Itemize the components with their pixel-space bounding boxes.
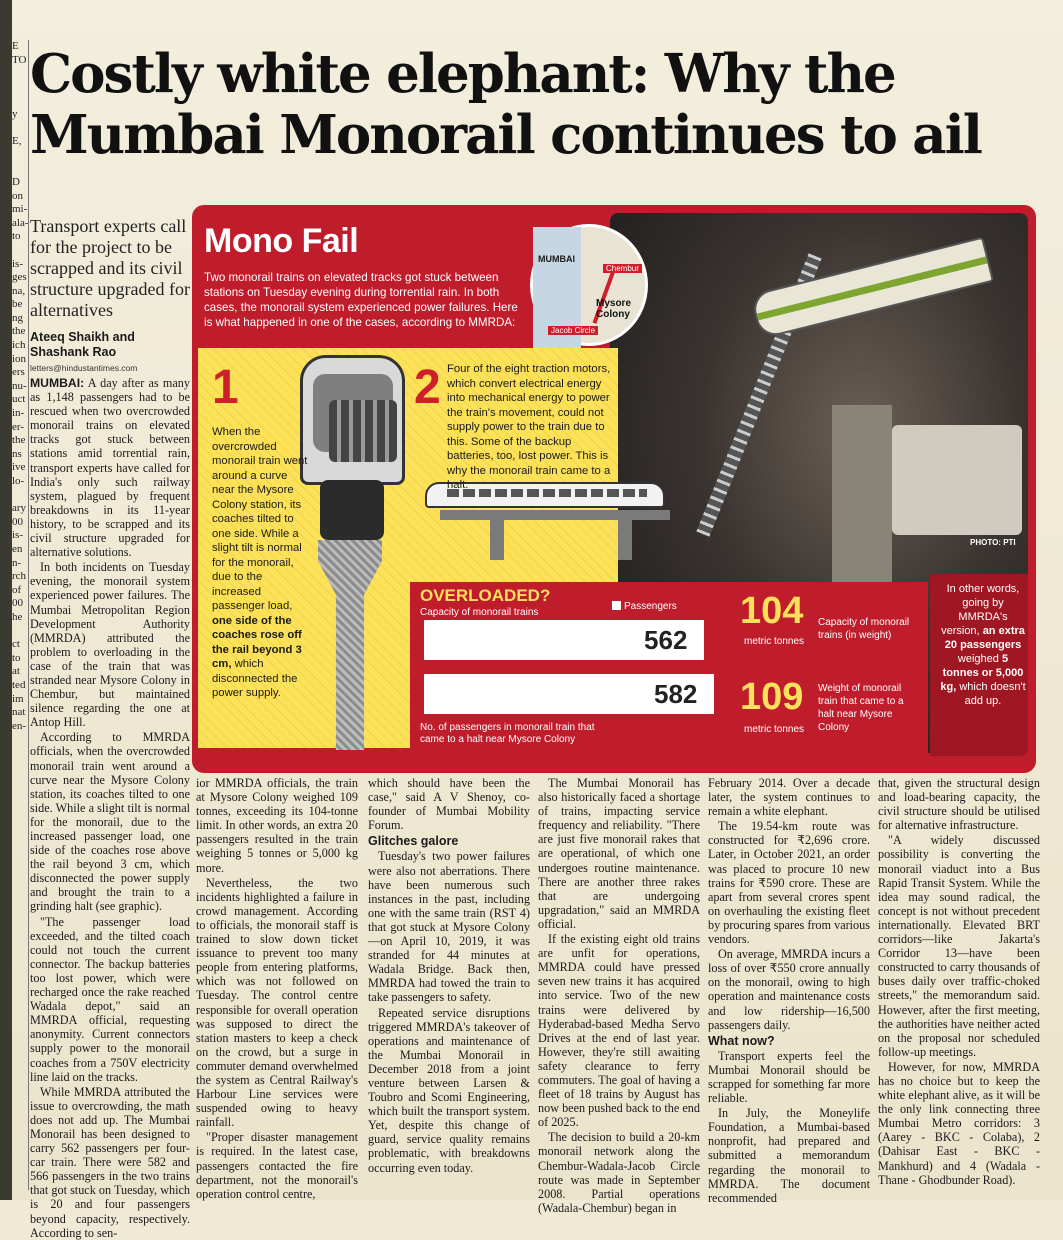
prev-column-fragment: ion <box>12 352 27 365</box>
prev-column-fragment: im <box>12 692 24 705</box>
weight-capacity-label: Capacity of monorail trains (in weight) <box>818 617 910 641</box>
graphic-intro: Two monorail trains on elevated tracks got stuck between stations on Tuesday evening during torrential rain. In both cases, the monorail system experienced power failures. Here is what happened in one of the cases, according to MMRDA: <box>204 271 518 329</box>
prev-column-fragment: en <box>12 542 23 555</box>
map-label-jacob-circle: Jacob Circle <box>548 326 598 335</box>
weight-actual-unit: metric tonnes <box>744 724 805 735</box>
chart-note: No. of passengers in monorail train that came to a halt near Mysore Colony <box>420 722 595 745</box>
prev-column-fragment: D <box>12 175 20 188</box>
map-label-mysore-colony: Mysore Colony <box>596 298 632 320</box>
chart-bar-value: 562 <box>644 625 688 655</box>
prev-column-fragment <box>12 122 28 136</box>
prev-column-fragment: nu- <box>12 379 27 392</box>
chart-legend <box>612 601 677 612</box>
article-paragraph: Nevertheless, the two incidents highlighted a failure in crowd management. According to officials, the monorail staff is trained to slow down ticket issuance to prevent too many people from entering platforms, which was not followed on Tuesday. The control centre responsible for overall operation was supposed to direct the station masters to keep a check on the crowd, but a surge in commuter demand overwhelmed the system as Central Railway's Harbour Line services were suspended owing to heavy rainfall. <box>196 875 358 1130</box>
prev-column-fragment: to <box>12 651 21 664</box>
chart-bar-value: 582 <box>654 679 698 709</box>
prev-column-fragment: 00 <box>12 515 23 528</box>
prev-column-fragment: at <box>12 665 20 678</box>
chart-title: OVERLOADED? <box>420 586 551 605</box>
prev-column-fragment <box>12 625 28 639</box>
previous-article-column <box>12 40 28 1200</box>
prev-column-fragment: en- <box>12 719 27 732</box>
article-paragraph: In both incidents on Tuesday evening, the monorail system experienced power failures. The Mumbai Metropolitan Region Development Authority (MMRDA) attributed the problem to overloading in the case of the train that was stranded near Mysore Colony in Chembur, but maintained silence regarding the one at Antop Hill. <box>30 560 190 730</box>
prev-column-fragment: E, <box>12 135 22 148</box>
article-paragraph: February 2014. Over a decade later, the system continues to remain a white elephant. <box>708 776 870 819</box>
article-paragraph: However, for now, MMRDA has no choice but to keep the white elephant alive, as it will be the only link connecting three Mumbai Metro corridors: 3 (Aarey - BKC - Colaba), 2 (Dahisar East - BKC - Mankhurd) and 4 (Wadala - Thane - Ghodbunder Road). <box>878 1059 1040 1187</box>
prev-column-fragment: E <box>12 40 19 52</box>
step-1-text: When the overcrowded monorail train went around a curve near the Mysore Colony station, its coaches tilted to one side. While a slight tilt is normal for the monorail, due to the increased passenger load, one side of the coaches rose off the rail beyond 3 cm, which disconnected the power supply. <box>212 426 308 699</box>
article-paragraph: which should have been the case," said A V Shenoy, co-founder of Mumbai Mobility Forum. <box>368 776 530 833</box>
weight-capacity-unit: metric tonnes <box>744 636 805 647</box>
prev-column-fragment: ng <box>12 311 23 324</box>
prev-column-fragment: he <box>12 610 23 623</box>
article-paragraph: ior MMRDA officials, the train at Mysore Colony weighed 109 tonnes, exceeding its 104-tonne limit. In other words, an extra 20 passengers resulted in the train weighing 5 tonnes or 5,000 kg more. <box>196 776 358 875</box>
article-column-1 <box>30 376 190 1240</box>
prev-column-fragment: to <box>12 230 21 243</box>
prev-column-fragment: be <box>12 298 23 311</box>
prev-column-fragment <box>12 149 28 163</box>
callout-text: In other words, going by MMRDA's version, an extra 20 passengers weighed 5 tonnes or 5,000 kg, which doesn't add up. <box>940 583 1026 707</box>
fire-truck <box>892 425 1022 535</box>
article-column-3 <box>368 776 530 1196</box>
article-paragraph: While MMRDA attributed the issue to overcrowding, the math does not add up. The Mumbai Monorail has been designed to carry 562 passengers per four-car train. There were 582 and 566 passengers in the two trains that got stuck on Tuesday, which is 20 and four passengers beyond capacity, respectively. According to sen- <box>30 1084 190 1240</box>
prev-column-fragment: ges <box>12 271 27 284</box>
prev-column-fragment <box>12 162 28 176</box>
article-column-5 <box>708 776 870 1205</box>
article-paragraph: On average, MMRDA incurs a loss of over ₹550 crore annually on the monorail, owing to high operation and maintenance costs and low ridership—16,500 passengers daily. <box>708 947 870 1032</box>
step-2-text: Four of the eight traction motors, which convert electrical energy into mechanical energy to power the train's movement, could not supply power to the train due to this. Some of the backup batteries, too, lost power. This is why the monorail train came to a halt. <box>447 363 611 491</box>
article-paragraph: Tuesday's two power failures were also not aberrations. There have been numerous such instances in the past, including one with the same train (RST 4) that got stuck at Mysore Colony—on April 10, 2019, it was stranded for 44 minutes at Wadala Bridge. Back then, MMRDA had towed the train to take passengers to safety. <box>368 849 530 1005</box>
article-paragraph: "A widely discussed possibility is converting the monorail viaduct into a Bus Rapid Transit System. While the idea may sound radical, the concept is not without precedent internationally. Elevated BRT corridors—like Jakarta's Corridor 13—have been constructed to carry thousands of buses daily over traffic-choked streets," the memorandum said. However, after the first meeting, the authorities have neither acted on the proposal nor scheduled follow-up meetings. <box>878 833 1040 1059</box>
article-paragraph: that, given the structural design and load-bearing capacity, the civil structure should be utilised for alternative infrastructure. <box>878 776 1040 833</box>
prev-column-fragment: rch <box>12 570 27 583</box>
prev-column-fragment: ich <box>12 339 26 352</box>
deck: Transport experts call for the project to be scrapped and its civil structure upgraded for alternatives <box>30 216 190 320</box>
prev-column-fragment: ns <box>12 447 22 460</box>
legend-swatch <box>612 601 621 610</box>
prev-column-fragment: ted <box>12 678 26 691</box>
article-paragraph: The Mumbai Monorail has also historically faced a shortage of trains, impacting service frequency and reliability. "There are just five monorail rakes that are operational, of which one undergoes routine maintenance. There are another three rakes that are undergoing upgradation," said an MMRDA official. <box>538 776 700 931</box>
prev-column-fragment: ary <box>12 502 27 515</box>
article-column-4 <box>538 776 700 1215</box>
byline: Ateeq Shaikh and Shashank Rao <box>30 330 135 359</box>
prev-column-fragment: ive <box>12 461 26 474</box>
prev-column-fragment: mi- <box>12 203 28 216</box>
weight-actual-label: Weight of monorail train that came to a halt near Mysore Colony <box>818 683 904 733</box>
prev-column-fragment: the <box>12 325 26 338</box>
prev-column-fragment: is- <box>12 529 23 542</box>
prev-column-fragment: on <box>12 189 23 202</box>
article-paragraph: MUMBAI: A day after as many as 1,148 passengers had to be rescued when two overcrowded monorail trains on elevated tracks got stuck between stations amid torrential rain, transport experts have called for India's only such railway system, plagued by frequent breakdowns in its 11-year history, to be scrapped and its civil structure upgraded for alternative solutions. <box>30 376 190 560</box>
prev-column-fragment: nat <box>12 706 26 719</box>
prev-column-fragment: y <box>12 107 18 120</box>
prev-column-fragment <box>12 489 28 503</box>
beam-post-illustration <box>618 520 632 560</box>
photo-credit: PHOTO: PTI <box>970 538 1016 547</box>
prev-column-fragment: na, <box>12 284 26 297</box>
headline: Costly white elephant: Why the Mumbai Monorail continues to ail <box>30 43 981 166</box>
coach-bogie-illustration <box>320 480 384 540</box>
prev-column-fragment: TO <box>12 53 27 66</box>
prev-column-fragment: the <box>12 434 26 447</box>
photo-edge-strip <box>0 0 12 1200</box>
step-2-number: 2 <box>414 361 441 414</box>
article-paragraph: "The passenger load exceeded, and the tilted coach could not touch the current connector. The backup batteries too lost power, which were recharged once the rake reached Wadala depot," said an MMRDA official, requesting anonymity. Current connectors supply power to the monorail coaches from a 750V electricity line laid on the tracks. <box>30 914 190 1084</box>
byline-email: letters@hindustantimes.com <box>30 363 138 373</box>
tilted-coach-illustration <box>300 355 405 485</box>
prev-column-fragment <box>12 67 28 81</box>
prev-column-fragment: ala- <box>12 216 29 229</box>
prev-column-fragment: in- <box>12 407 25 420</box>
graphic-title: Mono Fail <box>204 222 359 260</box>
subhead: Glitches galore <box>368 834 459 849</box>
article-column-2 <box>196 776 358 1201</box>
prev-column-fragment: n- <box>12 556 22 569</box>
prev-column-fragment: ers <box>12 366 25 379</box>
article-paragraph: Repeated service disruptions triggered MMRDA's takeover of operations and maintenance of the Mumbai Monorail in December 2018 from a joint venture between Larsen & Toubro and Scomi Engineering, which built the transport system. Yet, despite this change of guard, service quality remains problematic, with breakdowns occurring even today. <box>368 1005 530 1175</box>
article-paragraph: Transport experts feel the Mumbai Monorail should be scrapped for something far more reliable. <box>708 1048 870 1106</box>
prev-column-fragment <box>12 81 28 95</box>
subhead: What now? <box>708 1033 775 1048</box>
prev-column-fragment: uct <box>12 393 26 406</box>
legend-label: Passengers <box>624 601 677 612</box>
article-paragraph: In July, the Moneylife Foundation, a Mumbai-based nonprofit, had prepared and submitted a memorandum regarding the monorail to MMRDA. The document recommended <box>708 1106 870 1205</box>
prev-column-fragment <box>12 94 28 108</box>
step-1-number: 1 <box>212 361 239 414</box>
track-beam-illustration <box>440 510 670 520</box>
chart-subtitle: Capacity of monorail trains <box>420 607 539 618</box>
map-label-city: MUMBAI <box>538 254 575 264</box>
beam-post-illustration <box>490 520 504 560</box>
prev-column-fragment: er- <box>12 420 24 433</box>
prev-column-fragment: lo- <box>12 475 25 487</box>
article-column-6 <box>878 776 1040 1196</box>
prev-column-fragment: ct <box>12 638 20 651</box>
prev-column-fragment: of <box>12 583 22 596</box>
article-paragraph: "Proper disaster management is required. In the latest case, passengers contacted the fire department, not the monorail's operation control centre, <box>196 1130 358 1201</box>
map-label-chembur: Chembur <box>603 264 642 273</box>
article-paragraph: The 19.54-km route was constructed for ₹2,696 crore. Later, in October 2021, an order was placed to procure 10 new trains for ₹590 crore. These are apart from several crores spent on overhauling the existing fleet by procuring spares from various vendors. <box>708 819 870 947</box>
weight-capacity-number: 104 <box>740 590 804 632</box>
prev-column-fragment <box>12 244 28 258</box>
column-rule <box>28 40 29 1190</box>
weight-actual-number: 109 <box>740 676 804 718</box>
article-paragraph: According to MMRDA officials, when the overcrowded monorail train went around a curve near the Mysore Colony station, its coaches tilted to one side. While a slight tilt is normal for the monorail, due to the increased passenger load, one side of the coaches rose above the rail beyond 3 cm, which disconnected the power supply and brought the train to a grinding halt (see graphic). <box>30 730 190 914</box>
prev-column-fragment: 00 <box>12 597 23 610</box>
article-paragraph: If the existing eight old trains are unfit for operations, MMRDA could have pressed seven new trains it has acquired into service. Two of the new trains were delivered by Hyderabad-based Medha Servo Drives at the end of last year. However, they're still awaiting safety clearance to ferry commuters. The goal of having a fleet of 18 trains by August has now been pushed back to the end of 2025. <box>538 932 700 1130</box>
dateline: MUMBAI: <box>30 376 85 390</box>
article-paragraph: The decision to build a 20-km monorail network along the Chembur-Wadala-Jacob Circle route was made in September 2008. Partial operations (Wadala-Chembur) began in <box>538 1130 700 1215</box>
prev-column-fragment: is- <box>12 257 23 270</box>
